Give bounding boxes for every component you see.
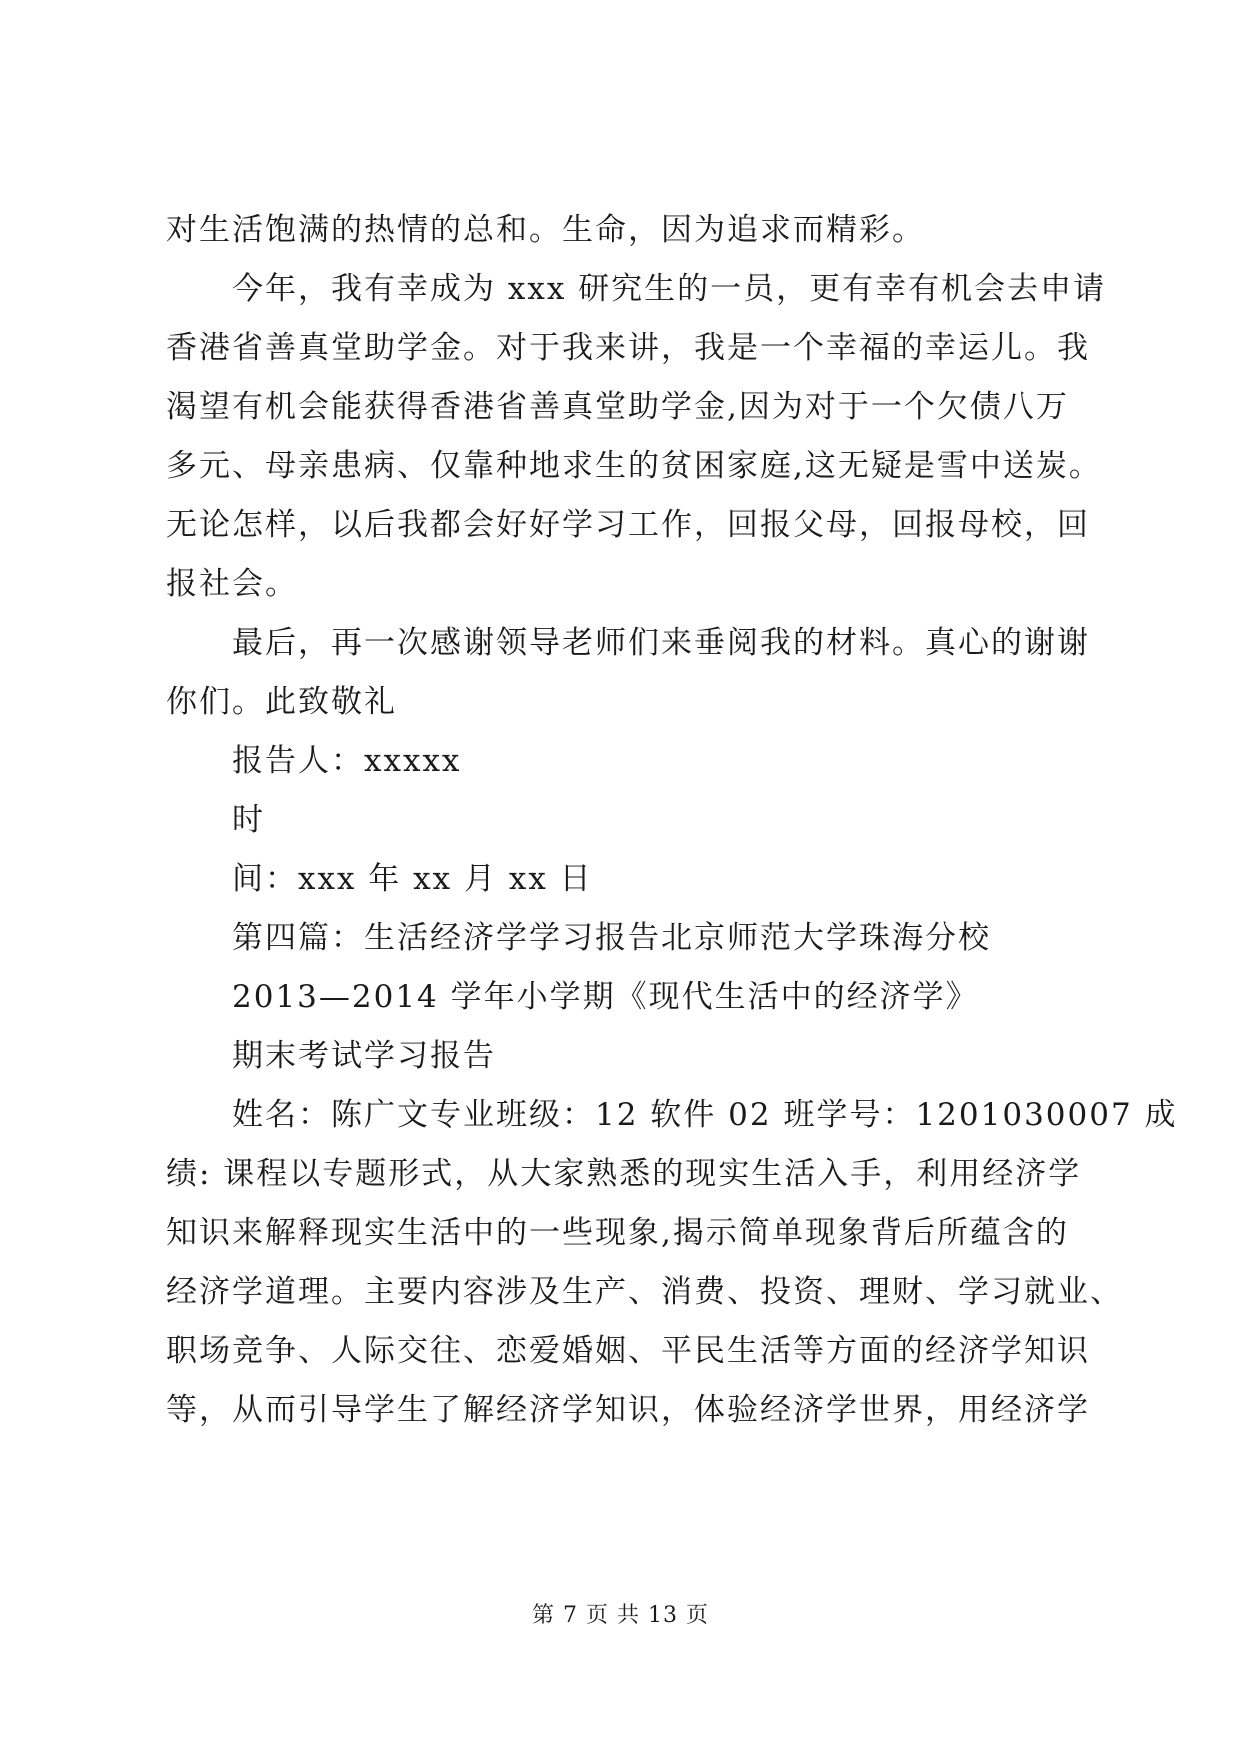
course-title-line: 2013—2014 学年小学期《现代生活中的经济学》 (232, 979, 979, 1015)
text-line: 对生活饱满的热情的总和。生命，因为追求而精彩。 (166, 212, 925, 248)
page-number-footer: 第 7 页 共 13 页 (532, 1603, 709, 1628)
text-line: 等，从而引导学生了解经济学知识，体验经济学世界，用经济学 (166, 1392, 1090, 1428)
text-line: 知识来解释现实生活中的一些现象,揭示简单现象背后所蕴含的 (166, 1215, 1069, 1251)
text-line: 多元、母亲患病、仅靠种地求生的贫困家庭,这无疑是雪中送炭。 (166, 448, 1102, 484)
text-line: 报社会。 (166, 566, 298, 602)
report-title-line: 期末考试学习报告 (232, 1038, 496, 1074)
student-info-line: 姓名：陈广文专业班级：12 软件 02 班学号：1201030007 成 (232, 1097, 1178, 1133)
reporter-line: 报告人：xxxxx (232, 743, 462, 779)
text-line: 绩: 课程以专题形式，从大家熟悉的现实生活入手，利用经济学 (166, 1156, 1082, 1192)
text-line: 无论怎样，以后我都会好好学习工作，回报父母，回报母校，回 (166, 507, 1090, 543)
text-line: 最后，再一次感谢领导老师们来垂阅我的材料。真心的谢谢 (232, 625, 1090, 661)
section-heading: 第四篇：生活经济学学习报告北京师范大学珠海分校 (232, 920, 991, 956)
text-line: 香港省善真堂助学金。对于我来讲，我是一个幸福的幸运儿。我 (166, 330, 1090, 366)
text-line: 你们。此致敬礼 (166, 684, 397, 720)
time-label-line: 时 (232, 802, 265, 838)
date-line: 间：xxx 年 xx 月 xx 日 (232, 861, 593, 897)
text-line: 经济学道理。主要内容涉及生产、消费、投资、理财、学习就业、 (166, 1274, 1123, 1310)
text-line: 渴望有机会能获得香港省善真堂助学金,因为对于一个欠债八万 (166, 389, 1069, 425)
text-line: 今年，我有幸成为 xxx 研究生的一员，更有幸有机会去申请 (232, 271, 1107, 307)
text-line: 职场竞争、人际交往、恋爱婚姻、平民生活等方面的经济学知识 (166, 1333, 1090, 1369)
